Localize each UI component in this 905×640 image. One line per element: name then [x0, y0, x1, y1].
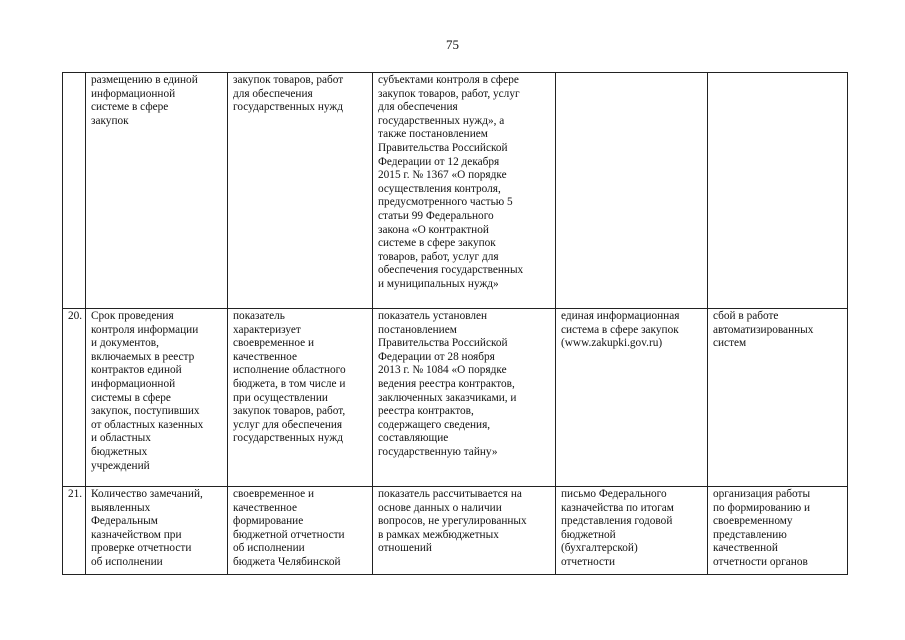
indicator-name: Срок проведения контроля информации и документов, включаемых в реестр контрактов единой информационной системы в сфере закупок, поступивших от областных казенных и областных бюджетных учреждений — [86, 309, 228, 487]
indicator-description: закупок товаров, работ для обеспечения государственных нужд — [228, 73, 373, 309]
indicator-description: показатель характеризует своевременное и качественное исполнение областного бюджета, в том числе и при осуществлении закупок товаров, работ, услуг для обеспечения государственных нужд — [228, 309, 373, 487]
information-source: единая информационная система в сфере закупок (www.zakupki.gov.ru) — [556, 309, 708, 487]
risk-factor — [708, 73, 848, 309]
row-number: 20. — [63, 309, 86, 487]
risk-factor: сбой в работе автоматизированных систем — [708, 309, 848, 487]
indicator-basis: субъектами контроля в сфере закупок товаров, работ, услуг для обеспечения государственных нужд», а также постановлением Правительства Российской Федерации от 12 декабря 2015 г. № 1367 «О порядке осуществления контроля, предусмотренного частью 5 статьи 99 Федерального закона «О контрактной системе в сфере закупок товаров, работ, услуг для обеспечения государственных и муниципальных нужд» — [373, 73, 556, 309]
information-source: письмо Федерального казначейства по итогам представления годовой бюджетной (бухгалтерской) отчетности — [556, 487, 708, 575]
page-number: 75 — [446, 37, 459, 52]
indicator-name: Количество замечаний, выявленных Федеральным казначейством при проверке отчетности об исполнении — [86, 487, 228, 575]
indicator-basis: показатель рассчитывается на основе данных о наличии вопросов, не урегулированных в рамках межбюджетных отношений — [373, 487, 556, 575]
indicators-table — [62, 72, 848, 575]
table-row — [63, 487, 848, 575]
information-source — [556, 73, 708, 309]
table-row — [63, 73, 848, 309]
indicator-description: своевременное и качественное формирование бюджетной отчетности об исполнении бюджета Челябинской — [228, 487, 373, 575]
risk-factor: организация работы по формированию и своевременному представлению качественной отчетности органов — [708, 487, 848, 575]
table-row — [63, 309, 848, 487]
row-number: 21. — [63, 487, 86, 575]
indicator-name: размещению в единой информационной системе в сфере закупок — [86, 73, 228, 309]
row-number — [63, 73, 86, 309]
indicator-basis: показатель установлен постановлением Правительства Российской Федерации от 28 ноября 2013 г. № 1084 «О порядке ведения реестра контрактов, заключенных заказчиками, и реестра контрактов, содержащего сведения, составляющие государственную тайну» — [373, 309, 556, 487]
